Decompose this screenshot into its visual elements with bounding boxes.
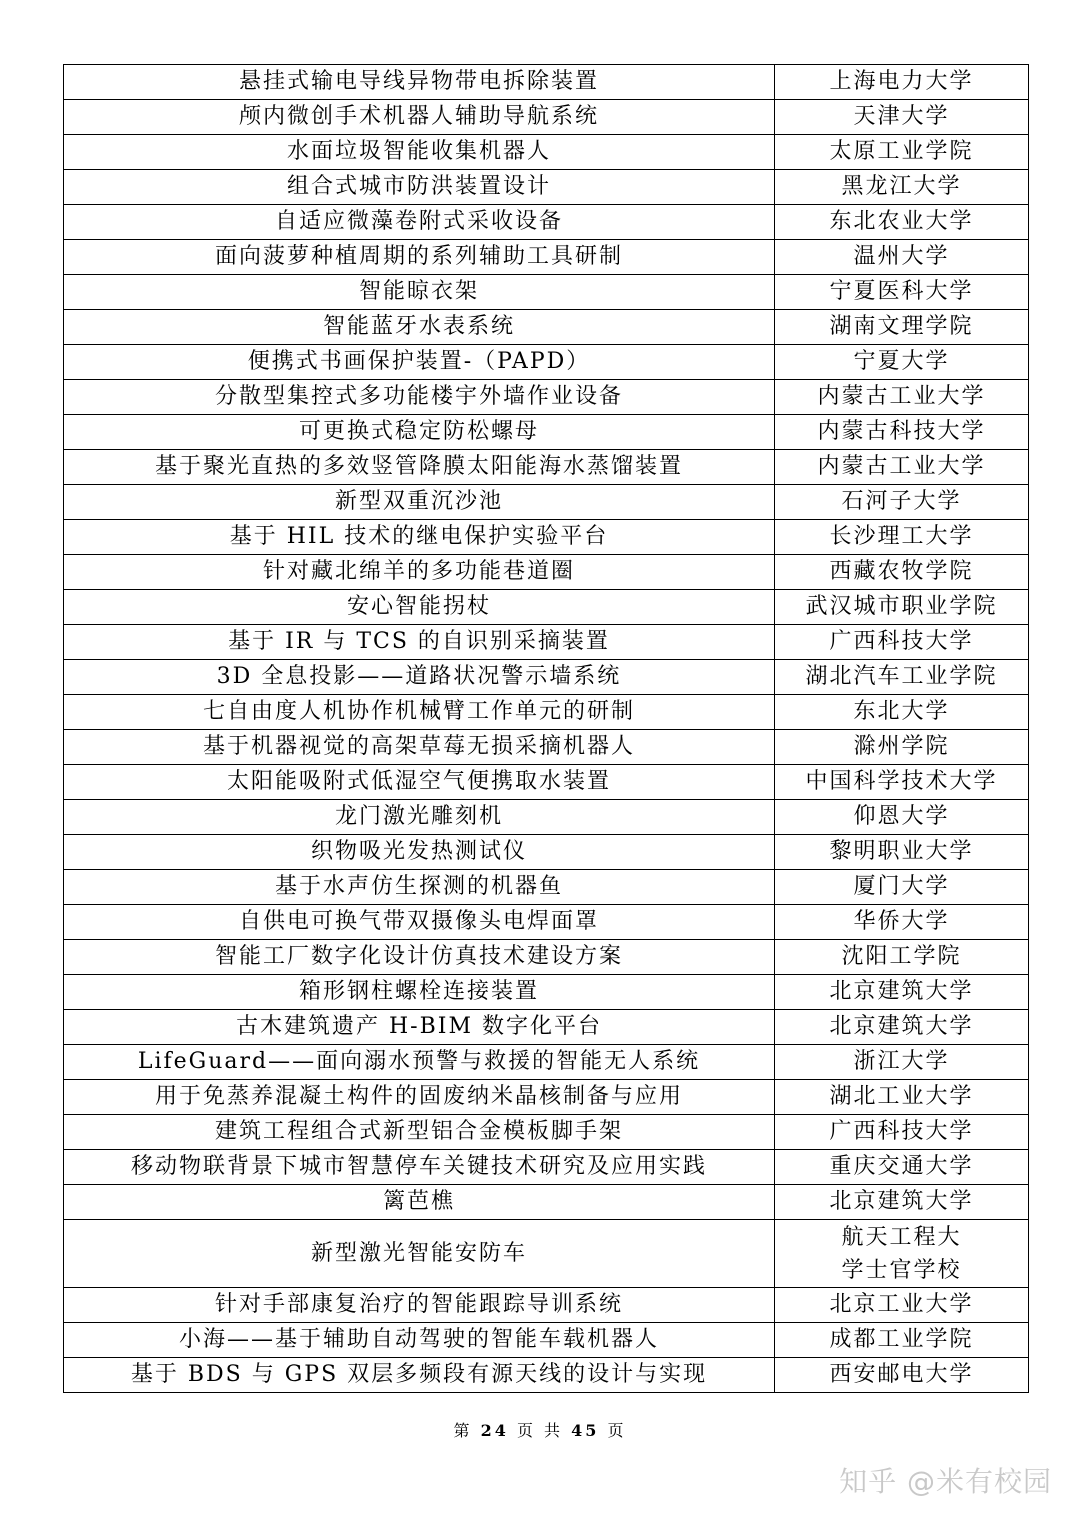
table-row <box>64 205 1029 240</box>
school-name: 内蒙古科技大学 <box>775 415 1029 450</box>
school-name: 西藏农牧学院 <box>775 555 1029 590</box>
table-row <box>64 940 1029 975</box>
school-name: 厦门大学 <box>775 870 1029 905</box>
project-name: 针对藏北绵羊的多功能巷道圈 <box>64 555 775 590</box>
project-name: 基于 BDS 与 GPS 双层多频段有源天线的设计与实现 <box>64 1358 775 1393</box>
project-name: 悬挂式输电导线异物带电拆除装置 <box>64 65 775 100</box>
school-name: 浙江大学 <box>775 1045 1029 1080</box>
school-name: 中国科学技术大学 <box>775 765 1029 800</box>
table-row <box>64 415 1029 450</box>
table-row <box>64 555 1029 590</box>
project-name: 移动物联背景下城市智慧停车关键技术研究及应用实践 <box>64 1150 775 1185</box>
project-name: 七自由度人机协作机械臂工作单元的研制 <box>64 695 775 730</box>
school-name: 西安邮电大学 <box>775 1358 1029 1393</box>
project-name: 面向菠萝种植周期的系列辅助工具研制 <box>64 240 775 275</box>
table-row <box>64 135 1029 170</box>
table-row <box>64 975 1029 1010</box>
total-pages-number: 45 <box>571 1421 600 1440</box>
table-row <box>64 870 1029 905</box>
school-name: 长沙理工大学 <box>775 520 1029 555</box>
project-name: 自供电可换气带双摄像头电焊面罩 <box>64 905 775 940</box>
school-name: 宁夏医科大学 <box>775 275 1029 310</box>
project-name: 织物吸光发热测试仪 <box>64 835 775 870</box>
project-name: 自适应微藻卷附式采收设备 <box>64 205 775 240</box>
table-row <box>64 380 1029 415</box>
school-name: 宁夏大学 <box>775 345 1029 380</box>
project-name: 颅内微创手术机器人辅助导航系统 <box>64 100 775 135</box>
project-name: 基于聚光直热的多效竖管降膜太阳能海水蒸馏装置 <box>64 450 775 485</box>
project-name: 基于 IR 与 TCS 的自识别采摘装置 <box>64 625 775 660</box>
project-name: 小海——基于辅助自动驾驶的智能车载机器人 <box>64 1323 775 1358</box>
table-row <box>64 310 1029 345</box>
table-row <box>64 1358 1029 1393</box>
table-row <box>64 485 1029 520</box>
school-name: 广西科技大学 <box>775 625 1029 660</box>
table-row <box>64 100 1029 135</box>
project-name: 针对手部康复治疗的智能跟踪导训系统 <box>64 1288 775 1323</box>
project-name: 篱芭樵 <box>64 1185 775 1220</box>
school-name: 沈阳工学院 <box>775 940 1029 975</box>
table-row <box>64 1115 1029 1150</box>
table-row <box>64 835 1029 870</box>
project-name: 智能工厂数字化设计仿真技术建设方案 <box>64 940 775 975</box>
project-name: 组合式城市防洪装置设计 <box>64 170 775 205</box>
school-name: 湖南文理学院 <box>775 310 1029 345</box>
school-name: 上海电力大学 <box>775 65 1029 100</box>
school-name: 武汉城市职业学院 <box>775 590 1029 625</box>
school-name: 黎明职业大学 <box>775 835 1029 870</box>
current-page-number: 24 <box>480 1421 509 1440</box>
school-name: 石河子大学 <box>775 485 1029 520</box>
school-name: 航天工程大学士官学校 <box>775 1220 1029 1288</box>
school-name: 重庆交通大学 <box>775 1150 1029 1185</box>
school-name: 广西科技大学 <box>775 1115 1029 1150</box>
project-name: 安心智能拐杖 <box>64 590 775 625</box>
project-name: 便携式书画保护装置-（PAPD） <box>64 345 775 380</box>
project-name: 基于 HIL 技术的继电保护实验平台 <box>64 520 775 555</box>
school-name: 北京建筑大学 <box>775 1010 1029 1045</box>
project-name: 智能蓝牙水表系统 <box>64 310 775 345</box>
project-name: 用于免蒸养混凝土构件的固废纳米晶核制备与应用 <box>64 1080 775 1115</box>
school-name: 黑龙江大学 <box>775 170 1029 205</box>
table-row <box>64 695 1029 730</box>
project-name: 基于水声仿生探测的机器鱼 <box>64 870 775 905</box>
project-name: 古木建筑遗产 H-BIM 数字化平台 <box>64 1010 775 1045</box>
table-row <box>64 1185 1029 1220</box>
table-row <box>64 660 1029 695</box>
project-name: 新型双重沉沙池 <box>64 485 775 520</box>
table-row <box>64 590 1029 625</box>
school-name: 湖北工业大学 <box>775 1080 1029 1115</box>
table-row <box>64 730 1029 765</box>
project-name: 龙门激光雕刻机 <box>64 800 775 835</box>
table-row <box>64 450 1029 485</box>
school-name: 内蒙古工业大学 <box>775 380 1029 415</box>
school-name: 温州大学 <box>775 240 1029 275</box>
school-name: 北京建筑大学 <box>775 975 1029 1010</box>
school-name: 东北大学 <box>775 695 1029 730</box>
page-footer <box>0 1418 1080 1441</box>
project-table <box>63 64 1029 1393</box>
table-row <box>64 240 1029 275</box>
project-name: 新型激光智能安防车 <box>64 1220 775 1288</box>
project-name: 箱形钢柱螺栓连接装置 <box>64 975 775 1010</box>
table-row <box>64 275 1029 310</box>
project-name: 太阳能吸附式低湿空气便携取水装置 <box>64 765 775 800</box>
table-row <box>64 1010 1029 1045</box>
project-name: 可更换式稳定防松螺母 <box>64 415 775 450</box>
table-row <box>64 520 1029 555</box>
table-row <box>64 765 1029 800</box>
school-name: 滁州学院 <box>775 730 1029 765</box>
table-row <box>64 905 1029 940</box>
school-name: 华侨大学 <box>775 905 1029 940</box>
zhihu-watermark: 知乎 @米有校园 <box>839 1465 1052 1498</box>
project-name: 3D 全息投影——道路状况警示墙系统 <box>64 660 775 695</box>
school-name: 北京工业大学 <box>775 1288 1029 1323</box>
table-row <box>64 1220 1029 1288</box>
footer-prefix: 第 <box>453 1421 473 1440</box>
school-name: 东北农业大学 <box>775 205 1029 240</box>
table-row <box>64 345 1029 380</box>
table-row <box>64 625 1029 660</box>
table-row <box>64 1323 1029 1358</box>
project-name: 水面垃圾智能收集机器人 <box>64 135 775 170</box>
project-name: LifeGuard——面向溺水预警与救援的智能无人系统 <box>64 1045 775 1080</box>
school-name: 天津大学 <box>775 100 1029 135</box>
table-row <box>64 1150 1029 1185</box>
school-name: 仰恩大学 <box>775 800 1029 835</box>
project-name: 基于机器视觉的高架草莓无损采摘机器人 <box>64 730 775 765</box>
school-name: 北京建筑大学 <box>775 1185 1029 1220</box>
school-name: 湖北汽车工业学院 <box>775 660 1029 695</box>
project-name: 建筑工程组合式新型铝合金模板脚手架 <box>64 1115 775 1150</box>
table-row <box>64 65 1029 100</box>
project-name: 智能晾衣架 <box>64 275 775 310</box>
school-name: 内蒙古工业大学 <box>775 450 1029 485</box>
footer-middle: 页 共 <box>516 1421 564 1440</box>
footer-suffix: 页 <box>607 1421 627 1440</box>
school-name: 成都工业学院 <box>775 1323 1029 1358</box>
table-row <box>64 1080 1029 1115</box>
table-row <box>64 1288 1029 1323</box>
project-name: 分散型集控式多功能楼宇外墙作业设备 <box>64 380 775 415</box>
table-row <box>64 170 1029 205</box>
table-row <box>64 1045 1029 1080</box>
school-name: 太原工业学院 <box>775 135 1029 170</box>
table-row <box>64 800 1029 835</box>
